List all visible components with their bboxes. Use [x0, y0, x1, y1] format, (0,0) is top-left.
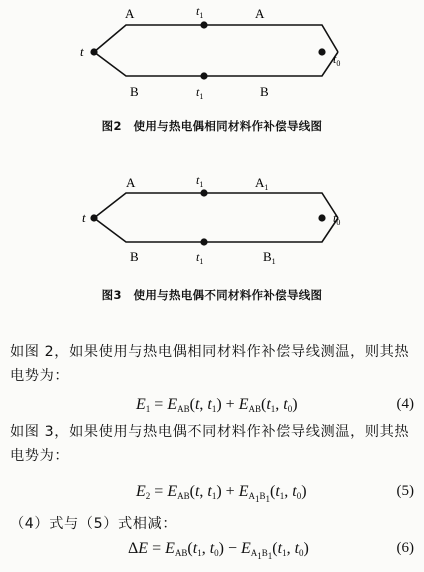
- label-b-left: B: [130, 249, 139, 264]
- figure-3-caption: 图3 使用与热电偶不同材料作补偿导线图: [101, 288, 323, 302]
- label-t1-top: $t_1$: [196, 4, 204, 20]
- equation-5: [0, 483, 424, 507]
- junction-t1-bottom: [200, 238, 207, 245]
- label-t0: $t_0$: [333, 211, 341, 227]
- junction-t0: [318, 48, 325, 55]
- equation-4-number: (4): [396, 396, 414, 412]
- figure-2-diagram: [0, 0, 424, 115]
- equation-4-body: $E_1 = E_{AB}(t$, $t_1) + E_{AB}(t_1$, $t_0$): [136, 396, 298, 414]
- wire-b: [94, 52, 341, 76]
- label-t1-bottom: $t_1$: [196, 85, 204, 101]
- wire-a-a1: [94, 193, 338, 218]
- label-b-right: B: [260, 84, 269, 99]
- equation-6-body: $\Delta E = E_{AB}(t_1$, $t_0) - E_{A_1B_1}(t_1$, $t_0$): [128, 540, 309, 561]
- label-t: t: [80, 44, 84, 59]
- equation-6: [0, 540, 424, 564]
- label-a-right: A: [255, 6, 265, 21]
- label-t1-bottom: $t_1$: [196, 250, 204, 266]
- label-a-left: A: [126, 175, 136, 190]
- label-t: t: [82, 210, 86, 225]
- junction-t1-bottom: [200, 72, 207, 79]
- junction-t0: [318, 214, 325, 221]
- equation-5-body: $E_2 = E_{AB}(t$, $t_1) + E_{A_1B_1}(t_1$, $t_0$): [136, 483, 307, 504]
- paragraph-fig3: 如图 3，如果使用与热电偶不同材料作补偿导线测温，则其热电势为：: [10, 424, 410, 464]
- label-t1-top: $t_1$: [196, 173, 204, 189]
- equation-5-number: (5): [396, 483, 414, 499]
- equation-4: [0, 396, 424, 420]
- figure-3-diagram: [0, 170, 424, 285]
- label-b1: $B_1$: [263, 249, 276, 266]
- equation-6-number: (6): [396, 540, 414, 556]
- label-a1: $A_1$: [255, 175, 269, 192]
- junction-t: [90, 48, 97, 55]
- junction-t1-top: [200, 189, 207, 196]
- wire-a: [94, 25, 338, 52]
- wire-b-b1: [94, 218, 338, 242]
- label-t0: $t_0$: [333, 52, 341, 68]
- paragraph-subtract: （4）式与（5）式相减：: [10, 516, 178, 532]
- junction-t1-top: [200, 21, 207, 28]
- paragraph-fig2: 如图 2，如果使用与热电偶相同材料作补偿导线测温，则其热电势为：: [10, 344, 410, 384]
- figure-2-caption: 图2 使用与热电偶相同材料作补偿导线图: [101, 119, 323, 133]
- label-a-left: A: [125, 6, 135, 21]
- label-b-left: B: [130, 84, 139, 99]
- junction-t: [90, 214, 97, 221]
